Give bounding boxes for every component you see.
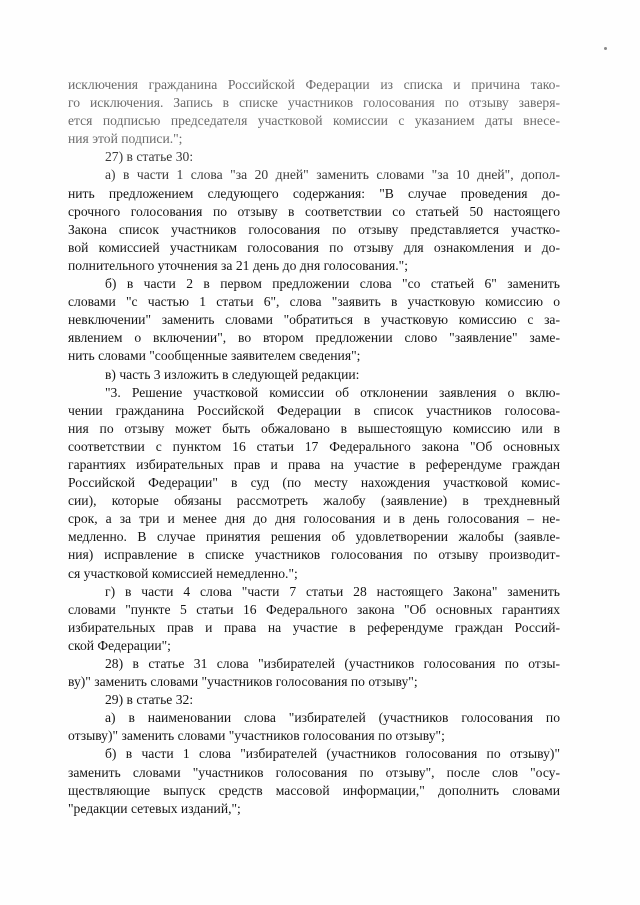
document-line: срок, а за три и менее дня до дня голосования и в день голосования – не-: [68, 511, 560, 527]
document-line: отзыву)" заменить словами "участников голосования по отзыву";: [68, 728, 445, 744]
document-line: го исключения. Запись в списке участников голосования по отзыву заверя-: [68, 95, 560, 111]
document-line: "3. Решение участковой комиссии об отклонении заявления о вклю-: [105, 384, 560, 400]
document-line: сии), которые обязаны рассмотреть жалобу (заявление) в трехдневный: [68, 493, 560, 509]
document-line: избирательных прав и права на участие в референдуме граждан Россий-: [68, 619, 560, 635]
document-line: срочного голосования по отзыву в соответствии со статьей 50 настоящего: [68, 203, 560, 219]
document-line: нить предложением следующего содержания: "В случае проведения до-: [68, 185, 560, 201]
document-line: ся участковой комиссией немедленно.";: [68, 565, 298, 581]
document-line: ния по отзыву может быть обжаловано в вышестоящую комиссию или в: [68, 420, 560, 436]
document-line: 27) в статье 30:: [105, 149, 194, 165]
document-line: заменить словами "участников голосования по отзыву", после слов "осу-: [68, 764, 560, 780]
document-line: ской Федерации";: [68, 637, 171, 653]
document-line: ния этой подписи.";: [68, 131, 183, 147]
document-line: б) в части 2 в первом предложении слова "со статьей 6" заменить: [105, 276, 560, 292]
document-line: а) в части 1 слова "за 20 дней" заменить словами "за 10 дней", допол-: [105, 167, 560, 183]
document-line: полнительного уточнения за 21 день до дня голосования.";: [68, 257, 409, 273]
document-line: словами "пункте 5 статьи 16 Федерального закона "Об основных гарантиях: [68, 601, 560, 617]
document-line: г) в части 4 слова "части 7 статьи 28 настоящего Закона" заменить: [105, 583, 560, 599]
document-line: чении гражданина Российской Федерации в список участников голосова-: [68, 402, 560, 418]
document-line: ву)" заменить словами "участников голосования по отзыву";: [68, 674, 418, 690]
document-line: б) в части 1 слова "избирателей (участников голосования по отзыву)": [105, 746, 560, 762]
document-body: [68, 76, 560, 818]
document-line: 28) в статье 31 слова "избирателей (участников голосования по отзы-: [105, 656, 560, 671]
document-line: исключения гражданина Российской Федерации из списка и причина тако-: [68, 77, 560, 92]
document-line: ществляющие выпуск средств массовой информации," дополнить словами: [68, 782, 560, 798]
document-line: невключении" заменить словами "обратиться в участковую комиссию с за-: [68, 312, 560, 328]
document-line: вой комиссией участникам голосования по отзыву для ознакомления и до-: [68, 239, 560, 255]
document-line: а) в наименовании слова "избирателей (участников голосования по: [105, 710, 560, 726]
document-line: явлением о включении", во втором предложении слово "заявление" заме-: [68, 330, 560, 346]
document-line: гарантиях избирательных прав и права на участие в референдуме граждан: [68, 456, 560, 472]
document-line: соответствии с пунктом 16 статьи 17 Федерального закона "Об основных: [68, 438, 560, 454]
document-line: ния) исправление в списке участников голосования по отзыву производит-: [68, 547, 560, 563]
document-line: "редакции сетевых изданий,";: [68, 800, 241, 816]
document-line: ется подписью председателя участковой комиссии с указанием даты внесе-: [68, 113, 560, 129]
document-line: словами "с частью 1 статьи 6", слова "заявить в участковую комиссию о: [68, 294, 560, 310]
document-line: Российской Федерации" в суд (по месту нахождения участковой комис-: [68, 475, 560, 491]
document-line: в) часть 3 изложить в следующей редакции:: [105, 366, 360, 382]
document-line: медленно. В случае принятия решения об удовлетворении жалобы (заявле-: [68, 529, 560, 545]
document-line: Закона список участников голосования по отзыву представляется участко-: [68, 221, 560, 237]
scan-artifact-dot: [604, 47, 607, 50]
document-line: 29) в статье 32:: [105, 692, 194, 708]
document-line: нить словами "сообщенные заявителем сведения";: [68, 348, 361, 364]
